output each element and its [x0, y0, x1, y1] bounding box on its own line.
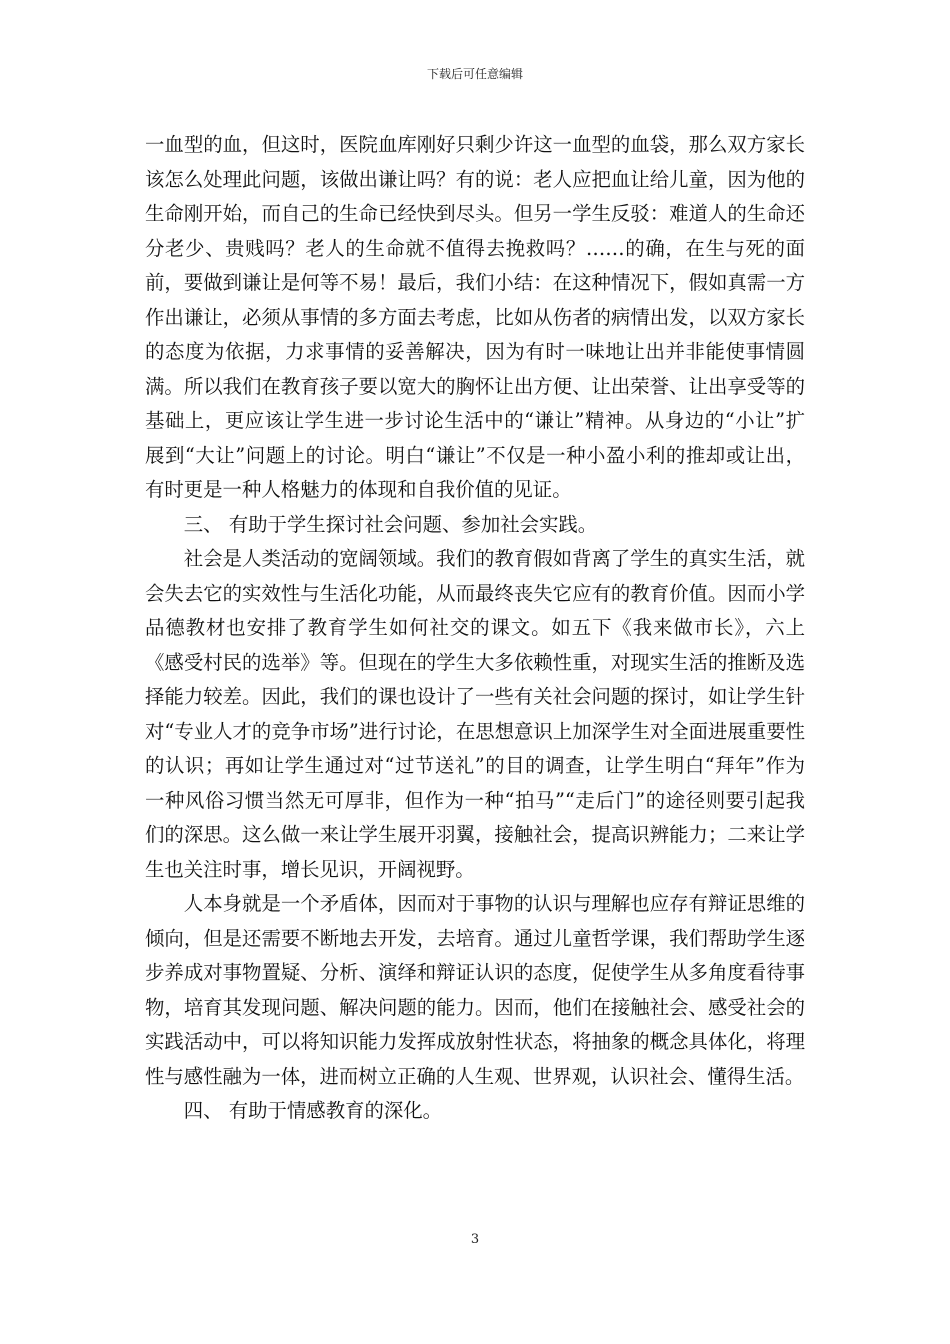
paragraph-social-practice: 社会是人类活动的宽阔领域。我们的教育假如背离了学生的真实生活，就会失去它的实效性与生活化功能，从而最终丧失它应有的教育价值。因而小学品德教材也安排了教育学生如何社交的课文。如五下《我来做市长》，六上《感受村民的选举》等。但现在的学生大多依赖性重，对现实生活的推断及选择能力较差。因此，我们的课也设计了一些有关社会问题的探讨，如让学生针对“专业人才的竞争市场”进行讨论，在思想意识上加深学生对全面进展重要性的认识；再如让学生通过对“过节送礼”的目的调查，让学生明白“拜年”作为一种风俗习惯当然无可厚非，但作为一种“拍马”“走后门”的途径则要引起我们的深思。这么做一来让学生展开羽翼，接触社会，提高识辨能力；二来让学生也关注时事，增长见识，开阔视野。	[145, 547, 805, 881]
section-heading-three: 三、 有助于学生探讨社会问题、参加社会实践。	[183, 512, 598, 536]
document-body	[145, 128, 805, 1129]
paragraph-dialectical-thinking: 人本身就是一个矛盾体，因而对于事物的认识与理解也应存有辩证思维的倾向，但是还需要不断地去开发，去培育。通过儿童哲学课，我们帮助学生逐步养成对事物置疑、分析、演绎和辩证认识的态度，促使学生从多角度看待事物，培育其发现问题、解决问题的能力。因而，他们在接触社会、感受社会的实践活动中，可以将知识能力发挥成放射性状态，将抽象的概念具体化，将理性与感性融为一体，进而树立正确的人生观、世界观，认识社会、懂得生活。	[145, 892, 805, 1088]
section-heading-four: 四、 有助于情感教育的深化。	[183, 1099, 443, 1122]
paragraph-continuation: 一血型的血，但这时，医院血库刚好只剩少许这一血型的血袋，那么双方家长该怎么处理此问题，该做出谦让吗？有的说：老人应把血让给儿童，因为他的生命刚开始，而自己的生命已经快到尽头。但另一学生反驳：难道人的生命还分老少、贵贱吗？老人的生命就不值得去挽救吗？……的确，在生与死的面前，要做到谦让是何等不易！最后，我们小结：在这种情况下，假如真需一方作出谦让，必须从事情的多方面去考虑，比如从伤者的病情出发，以双方家长的态度为依据，力求事情的妥善解决，因为有时一味地让出并非能使事情圆满。所以我们在教育孩子要以宽大的胸怀让出方便、让出荣誉、让出享受等的基础上，更应该让学生进一步讨论生活中的“谦让”精神。从身边的“小让”扩展到“大让”问题上的讨论。明白“谦让”不仅是一种小盈小利的推却或让出，有时更是一种人格魅力的体现和自我价值的见证。	[145, 133, 805, 501]
page-header: 下载后可任意编辑	[426, 67, 523, 81]
page-number: 3	[470, 1232, 480, 1247]
